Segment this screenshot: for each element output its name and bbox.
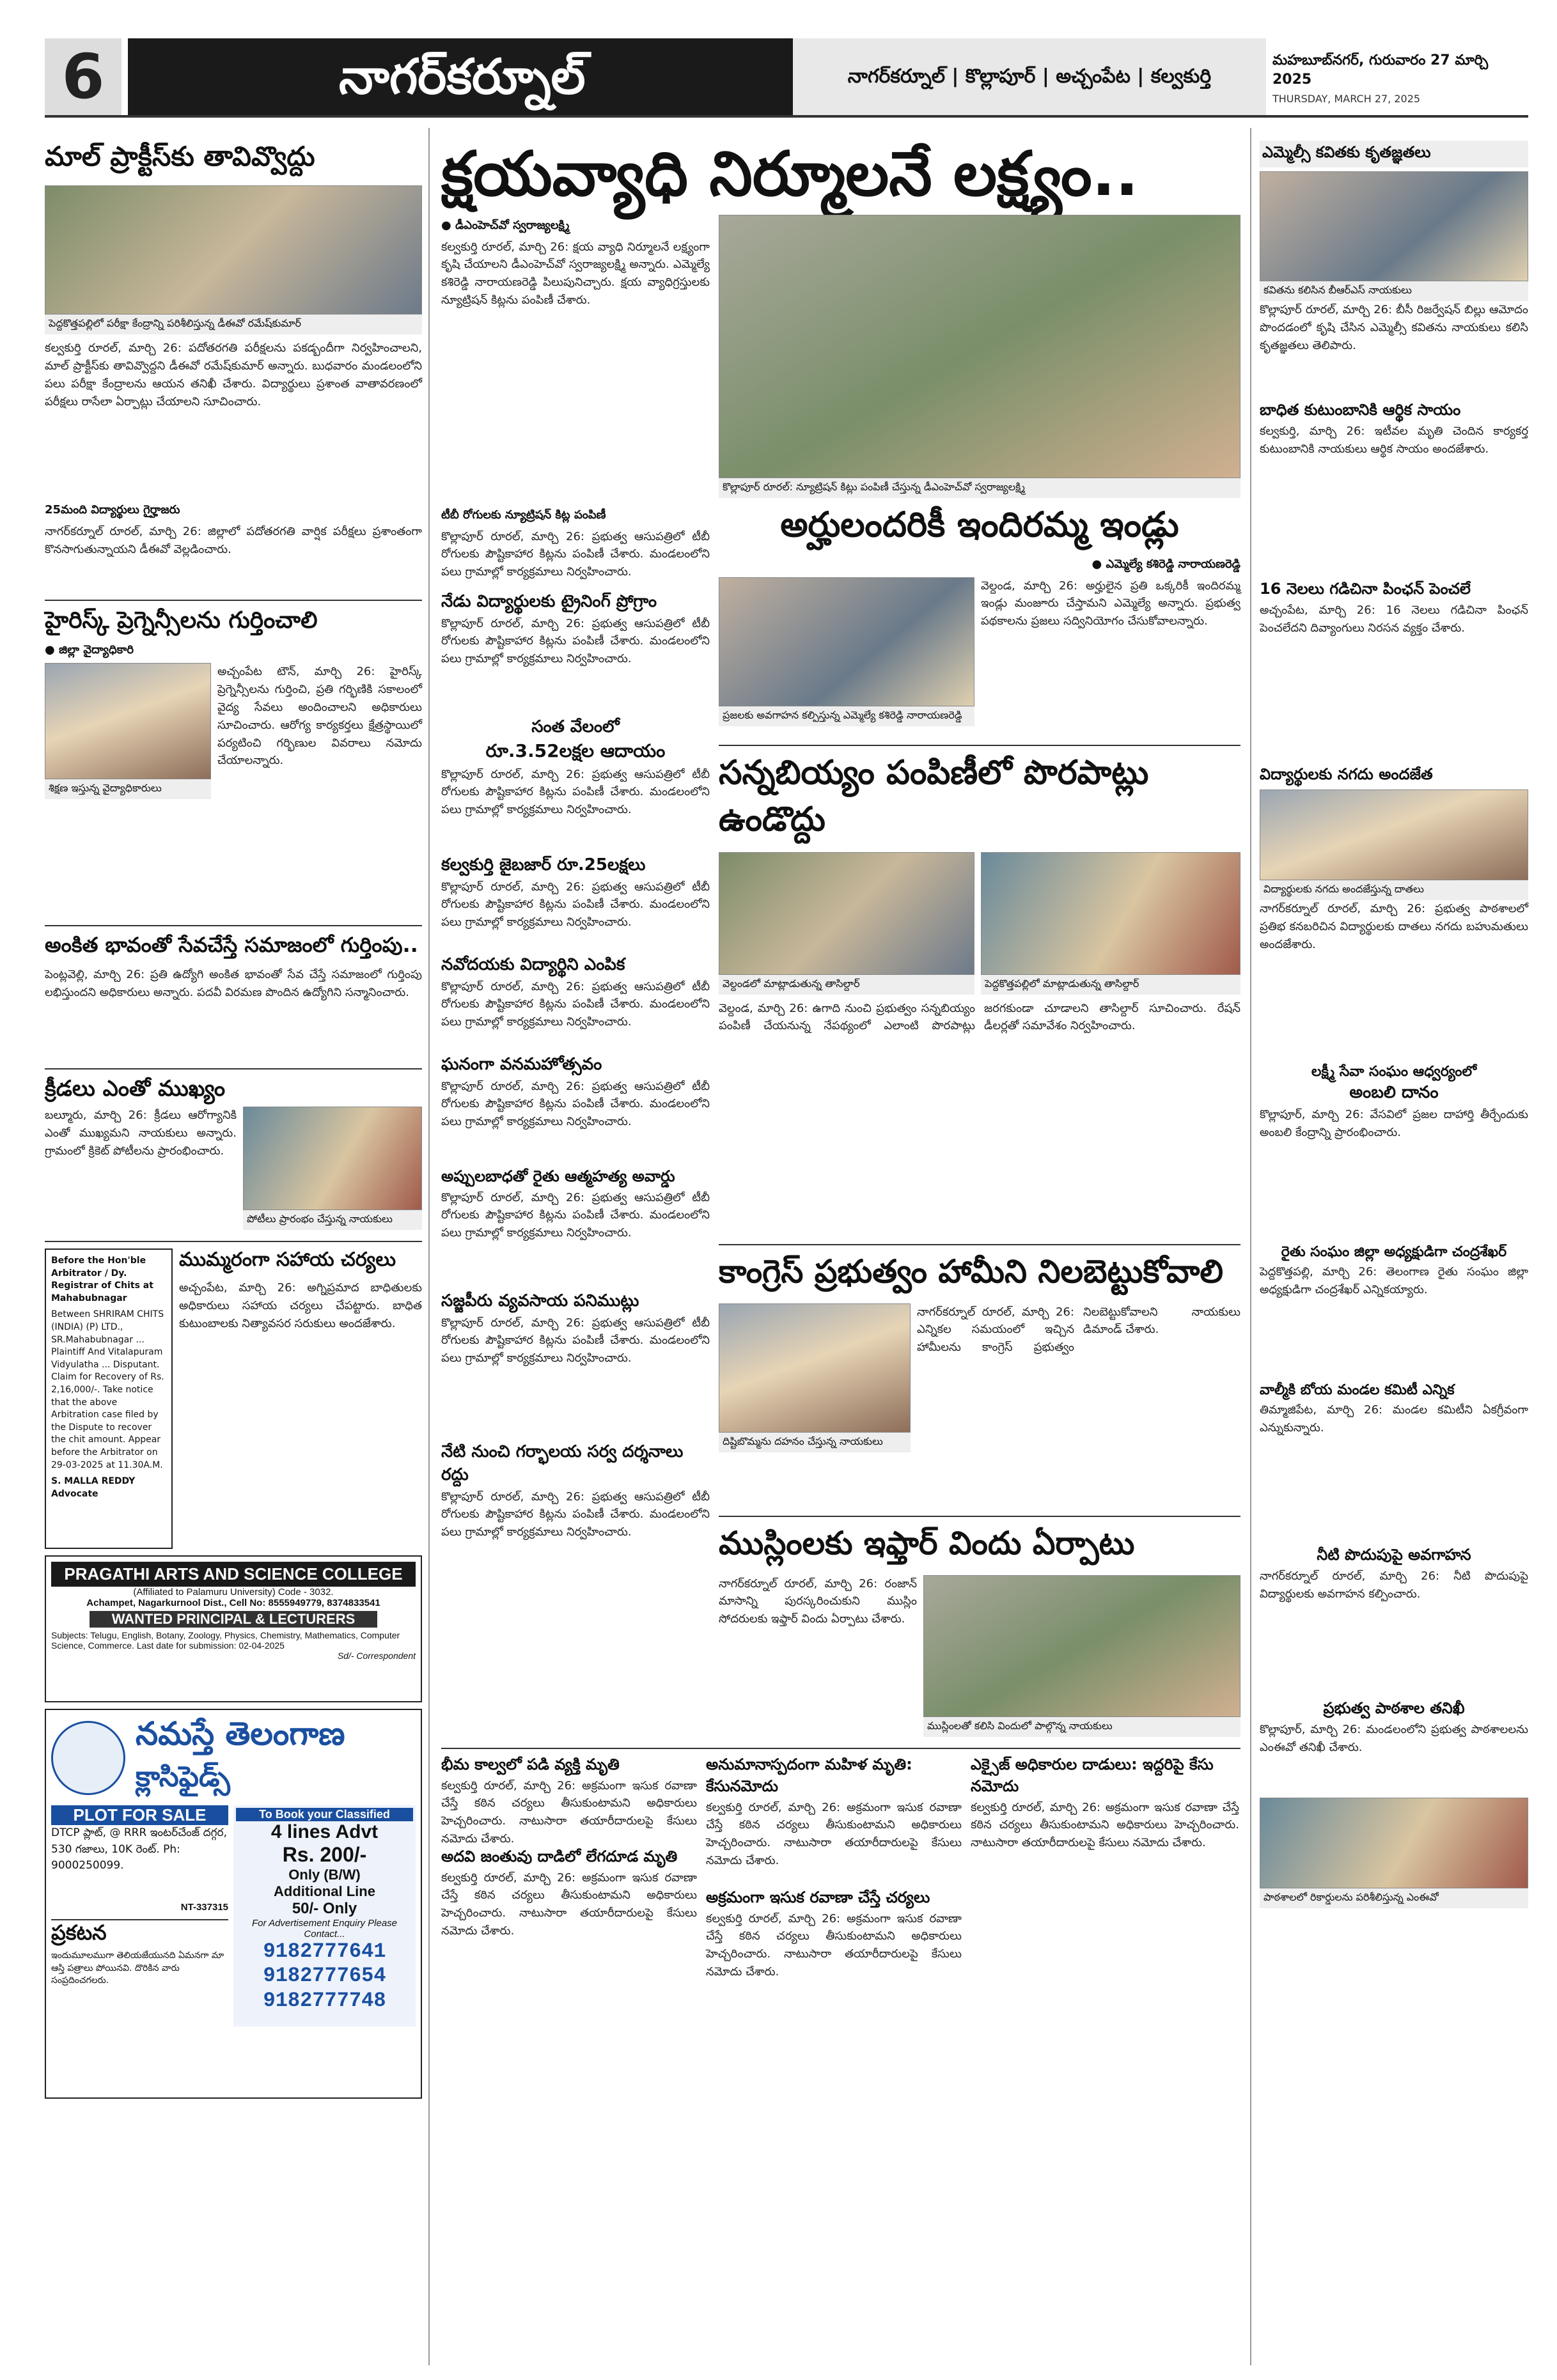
article-body: అచ్చంపేట, మార్చి 26: అగ్నిప్రమాద బాధితులకు అధికారులు సహాయ చర్యలు చేపట్టారు. బాధిత కుటుంబాలకు నిత్యావసర సరుకులు అందజేశారు. <box>179 1281 422 1330</box>
byline: ● ఎమ్మెల్యే కశిరెడ్డి నారాయణరెడ్డి <box>1091 557 1240 571</box>
college-name: PRAGATHI ARTS AND SCIENCE COLLEGE <box>51 1562 416 1587</box>
news-photo <box>1260 171 1528 281</box>
book-lines: 4 lines Advt <box>270 1821 379 1842</box>
subheadline: అంబలి దానం <box>1349 1083 1439 1102</box>
photo-caption: కొల్లాపూర్ రూరల్: న్యూట్రిషన్ కిట్లు పంపిణీ చేస్తున్న డీఎంహెచ్‌వో స్వరాజ్యలక్ష్మి <box>719 478 1240 498</box>
price-note: Only (B/W) <box>288 1867 361 1883</box>
classifieds-logo <box>51 1721 125 1795</box>
news-photo <box>719 1303 911 1433</box>
subheadline: ఘనంగా వనమహోత్సవం <box>441 1054 602 1074</box>
lead-photo <box>719 215 1240 478</box>
photo-caption: పోటీలు ప్రారంభం చేస్తున్న నాయకులు <box>243 1210 422 1230</box>
price: Rs. 200/- <box>282 1843 367 1866</box>
college-affiliation: (Affiliated to Palamuru University) Code - 3032. <box>133 1587 334 1598</box>
headline: లక్ష్మీ సేవా సంఘం ఆధ్వర్యంలో <box>1311 1064 1477 1080</box>
column-rule <box>428 128 430 2365</box>
photo-caption: ముస్లింలతో కలిసి విందులో పాల్గొన్న నాయకులు <box>923 1717 1240 1737</box>
ad-body: Subjects: Telugu, English, Botany, Zoology, Physics, Chemistry, Mathematics, Computer Science, Commerce. Last date for submission: 02-04-2025 <box>51 1630 400 1651</box>
news-photo <box>1260 789 1528 880</box>
column-rule <box>1250 128 1251 2365</box>
article-body: కొల్లాపూర్, మార్చి 26: వేసవిలో ప్రజల దాహార్తి తీర్చేందుకు అంబలి కేంద్రాన్ని ప్రారంభించారు. <box>1260 1108 1528 1139</box>
plot-code: NT-337315 <box>180 1902 228 1913</box>
lead-headline: క్షయవ్యాధి నిర్మూలనే లక్ష్యం.. <box>441 138 1139 210</box>
photo-caption: శిక్షణ ఇస్తున్న వైద్యాధికారులు <box>45 779 211 799</box>
headline: విద్యార్థులకు నగదు అందజేత <box>1260 765 1433 783</box>
subheadline: నేడు విద్యార్థులకు ట్రైనింగ్ ప్రోగ్రాం <box>441 591 657 611</box>
article-body: తిమ్మాజిపేట, మార్చి 26: మండల కమిటీని ఏకగ్రీవంగా ఎన్నుకున్నారు. <box>1260 1403 1528 1435</box>
section-title: నాగర్‌కర్నూల్ <box>128 38 793 115</box>
subheadline: కల్వకుర్తి జైబజార్ రూ.25లక్షలు <box>441 855 646 875</box>
plot-head: PLOT FOR SALE <box>51 1805 228 1825</box>
subheadline: రూ.3.52లక్షల ఆదాయం <box>485 740 666 761</box>
ad-signature: Sd/- Correspondent <box>337 1651 416 1661</box>
classifieds-ad <box>45 1709 422 2099</box>
legal-notice <box>45 1248 173 1549</box>
subheadline: టీబీ రోగులకు న్యూట్రిషన్ కిట్ల పంపిణీ <box>441 508 606 522</box>
subheadline: నేటి నుంచి గర్భాలయ సర్వ దర్శనాలు రద్దు <box>441 1442 684 1484</box>
article-body: కొల్లాపూర్ రూరల్, మార్చి 26: బీసీ రిజర్వేషన్ బిల్లు ఆమోదం పొందడంలో కృషి చేసిన ఎమ్మెల్సీ కవితను నాయకులు కలిసి కృతజ్ఞతలు తెలిపారు. <box>1260 303 1528 352</box>
headline: అంకిత భావంతో సేవచేస్తే సమాజంలో గుర్తింపు.. <box>45 933 418 957</box>
headline: ప్రభుత్వ పాఠశాల తనిఖీ <box>1323 1699 1465 1717</box>
plot-body: DTCP ప్లాట్, @ RRR ఇంటర్‌చేంజ్ దగ్గర, 530 గజాలు, 10K రెంట్. Ph: 9000250099. <box>51 1826 228 1872</box>
classifieds-title: క్లాసిఫైడ్స్ <box>136 1761 230 1793</box>
headline: 16 నెలలు గడిచినా పింఛన్ పెంచలే <box>1260 580 1471 598</box>
news-photo <box>719 577 974 706</box>
subheadline: సజ్జపీరు వ్యవసాయ పనిముట్లు <box>441 1291 639 1311</box>
article-body: కల్వకుర్తి, మార్చి 26: ఇటీవల మృతి చెందిన కార్యకర్త కుటుంబానికి నాయకులు ఆర్థిక సాయం అందజేశారు. <box>1260 424 1528 456</box>
subheadline: అదవి జంతువు దాడిలో లేగదూడ మృతి <box>441 1847 678 1865</box>
article-body: కొల్లాపూర్ రూరల్, మార్చి 26: ప్రభుత్వ ఆసుపత్రిలో టీబీ రోగులకు పౌష్టికాహార కిట్లను పంపిణీ చేశారు. మండలంలోని పలు గ్రామాల్లో కార్యక్రమాలు నిర్వహించారు. <box>441 1190 710 1240</box>
page-number: 6 <box>45 38 121 115</box>
news-photo <box>243 1107 422 1210</box>
dateline <box>1272 52 1528 105</box>
headline: కాంగ్రెస్ ప్రభుత్వం హామీని నిలబెట్టుకోవాలి <box>719 1252 1224 1290</box>
headline: ముమ్మరంగా సహాయ చర్యలు <box>179 1248 396 1271</box>
article-body: కొల్లాపూర్ రూరల్, మార్చి 26: ప్రభుత్వ ఆసుపత్రిలో టీబీ రోగులకు పౌష్టికాహార కిట్లను పంపిణీ చేశారు. మండలంలోని పలు గ్రామాల్లో కార్యక్రమాలు నిర్వహించారు. <box>441 880 710 929</box>
article-body: కల్వకుర్తి రూరల్, మార్చి 26: అక్రమంగా ఇసుక రవాణా చేస్తే కఠిన చర్యలు తీసుకుంటామని అధికారులు హెచ్చరించారు. నాటుసారా తయారీదారులపై కేసులు నమోదు చేశారు. <box>441 1871 697 1938</box>
headline: ఎమ్మెల్సీ కవితకు కృతజ్ఞతలు <box>1260 141 1528 167</box>
subheadline: నవోదయకు విద్యార్థిని ఎంపిక <box>441 954 625 974</box>
notice-body: ఇందుమూలముగా తెలియజేయునది ఏమనగా మా ఆస్తి పత్రాలు పోయినవి. దొరికిన వారు సంప్రదించగలరు. <box>51 1950 224 1986</box>
college-ad <box>45 1555 422 1702</box>
headline: నీటి పొదుపుపై అవగాహన <box>1317 1546 1471 1564</box>
subheadline: అనుమానాస్పదంగా మహిళ మృతి: కేసునమోదు <box>706 1755 912 1795</box>
article-body: కొల్లాపూర్ రూరల్, మార్చి 26: ప్రభుత్వ ఆసుపత్రిలో టీబీ రోగులకు పౌష్టికాహార కిట్లను పంపిణీ చేశారు. మండలంలోని పలు గ్రామాల్లో కార్యక్రమాలు నిర్వహించారు. <box>441 616 710 666</box>
notice-title: Before the Hon'ble Arbitrator / Dy. Registrar of Chits at Mahabubnagar <box>51 1256 153 1303</box>
article-body: కొల్లాపూర్ రూరల్, మార్చి 26: ప్రభుత్వ ఆసుపత్రిలో టీబీ రోగులకు పౌష్టికాహార కిట్లను పంపిణీ చేశారు. మండలంలోని పలు గ్రామాల్లో కార్యక్రమాలు నిర్వహించారు. <box>441 1079 710 1129</box>
article-body: కొల్లాపూర్ రూరల్, మార్చి 26: ప్రభుత్వ ఆసుపత్రిలో టీబీ రోగులకు పౌష్టికాహార కిట్లను పంపిణీ చేశారు. మండలంలోని పలు గ్రామాల్లో కార్యక్రమాలు నిర్వహించారు. <box>441 767 710 817</box>
subheadline: 25మంది విద్యార్థులు గైర్హాజరు <box>45 503 180 517</box>
news-photo <box>45 663 211 779</box>
news-photo <box>719 852 974 975</box>
headline: మాల్ ప్రాక్టీస్‌కు తావివ్వొద్దు <box>45 141 315 172</box>
article-body: కల్వకుర్తి రూరల్, మార్చి 26: అక్రమంగా ఇసుక రవాణా చేస్తే కఠిన చర్యలు తీసుకుంటామని అధికారులు హెచ్చరించారు. నాటుసారా తయారీదారులపై కేసులు నమోదు చేశారు. <box>706 1800 962 1868</box>
date-telugu: మహబూబ్‌నగర్, గురువారం 27 మార్చి 2025 <box>1272 52 1489 88</box>
headline: బాధిత కుటుంబానికి ఆర్థిక సాయం <box>1260 401 1461 419</box>
masthead <box>45 38 1528 118</box>
notice-signature: S. MALLA REDDY Advocate <box>51 1476 136 1499</box>
enquiry-text: For Advertisement Enquiry Please Contact... <box>251 1918 398 1940</box>
phone-number: 9182777748 <box>263 1988 386 2012</box>
article-body: పెంట్లవెల్లి, మార్చి 26: ప్రతి ఉద్యోగి అంకిత భావంతో సేవ చేస్తే సమాజంలో గుర్తింపు లభిస్తుందని అధికారులు అన్నారు. పదవీ విరమణ పొందిన ఉద్యోగిని సన్మానించారు. <box>45 968 422 999</box>
photo-caption: పెద్దకొత్తపల్లిలో పరీక్షా కేంద్రాన్ని పరిశీలిస్తున్న డీఈవో రమేష్‌కుమార్ <box>45 315 422 334</box>
article-body: పెద్దకొత్తపల్లి, మార్చి 26: తెలంగాణ రైతు సంఘం జిల్లా అధ్యక్షుడిగా చంద్రశేఖర్ ఎన్నికయ్యారు. <box>1260 1265 1528 1296</box>
subheadline: భీమ కాల్వలో పడి వ్యక్తి మృతి <box>441 1755 620 1773</box>
headline: క్రీడలు ఎంతో ముఖ్యం <box>45 1076 226 1101</box>
article-body: వెల్దండ, మార్చి 26: అర్హులైన ప్రతి ఒక్కరికీ ఇందిరమ్మ ఇండ్లు మంజూరు చేస్తామని ఎమ్మెల్యే అన్నారు. ప్రభుత్వ పథకాలను ప్రజలు సద్వినియోగం చేసుకోవాలన్నారు. <box>981 579 1240 628</box>
additional-price: 50/- Only <box>292 1900 357 1917</box>
article-body: అచ్చంపేట టౌన్, మార్చి 26: హైరిస్క్ ప్రెగ్నెన్సీలను గుర్తించి, ప్రతి గర్భిణికి సకాలంలో వైద్య సేవలు అందించాలని అధికారులు సూచించారు. ఆరోగ్య కార్యకర్తలు క్షేత్రస్థాయిలో పర్యటించి గర్భిణుల వివరాలు నమోదు చేయాలన్నారు. <box>217 665 422 768</box>
news-photo <box>45 185 422 315</box>
article-body: కొల్లాపూర్ రూరల్, మార్చి 26: ప్రభుత్వ ఆసుపత్రిలో టీబీ రోగులకు పౌష్టికాహార కిట్లను పంపిణీ చేశారు. మండలంలోని పలు గ్రామాల్లో కార్యక్రమాలు నిర్వహించారు. <box>441 979 710 1029</box>
news-photo <box>1260 1798 1528 1888</box>
center-column <box>441 138 1240 1979</box>
news-photo <box>923 1575 1240 1717</box>
article-body: కొల్లాపూర్ రూరల్, మార్చి 26: ప్రభుత్వ ఆసుపత్రిలో టీబీ రోగులకు పౌష్టికాహార కిట్లను పంపిణీ చేశారు. మండలంలోని పలు గ్రామాల్లో కార్యక్రమాలు నిర్వహించారు. <box>441 529 710 579</box>
photo-caption: వెల్దండలో మాట్లాడుతున్న తాసిల్దార్ <box>719 975 974 995</box>
classifieds-brand: నమస్తే తెలంగాణ <box>136 1715 345 1752</box>
headline: వాల్మీకి బోయ మండల కమిటీ ఎన్నిక <box>1260 1382 1455 1398</box>
subheadline: అక్రమంగా ఇసుక రవాణా చేస్తే చర్యలు <box>706 1888 930 1906</box>
article-body: కల్వకుర్తి రూరల్, మార్చి 26: అక్రమంగా ఇసుక రవాణా చేస్తే కఠిన చర్యలు తీసుకుంటామని అధికారులు హెచ్చరించారు. నాటుసారా తయారీదారులపై కేసులు నమోదు చేశారు. <box>441 1778 697 1846</box>
article-body: నాగర్‌కర్నూల్ రూరల్, మార్చి 26: జిల్లాలో పదోతరగతి వార్షిక పరీక్షలు ప్రశాంతంగా కొనసాగుతున్నాయని డీఈవో వెల్లడించారు. <box>45 525 422 556</box>
headline: హైరిస్క్ ప్రెగ్నెన్సీలను గుర్తించాలి <box>45 607 318 634</box>
byline: ● డీఎంహెచ్‌వో స్వరాజ్యలక్ష్మి <box>441 218 570 232</box>
phone-number: 9182777641 <box>263 1940 386 1963</box>
wanted-banner: WANTED PRINCIPAL & LECTURERS <box>90 1611 377 1628</box>
article-body: కల్వకుర్తి రూరల్, మార్చి 26: అక్రమంగా ఇసుక రవాణా చేస్తే కఠిన చర్యలు తీసుకుంటామని అధికారులు హెచ్చరించారు. నాటుసారా తయారీదారులపై కేసులు నమోదు చేశారు. <box>706 1911 962 1979</box>
right-column <box>1260 141 1528 1908</box>
article-body: నాగర్‌కర్నూల్ రూరల్, మార్చి 26: ప్రభుత్వ పాఠశాలలో ప్రతిభ కనబరిచిన విద్యార్థులకు దాతలు నగదు బహుమతులు అందజేశారు. <box>1260 902 1528 951</box>
article-body: కల్వకుర్తి రూరల్, మార్చి 26: అక్రమంగా ఇసుక రవాణా చేస్తే కఠిన చర్యలు తీసుకుంటామని అధికారులు హెచ్చరించారు. నాటుసారా తయారీదారులపై కేసులు నమోదు చేశారు. <box>971 1800 1239 1850</box>
photo-caption: పాఠశాలలో రికార్డులను పరిశీలిస్తున్న ఎంఈవో <box>1260 1888 1528 1908</box>
news-photo <box>981 852 1240 975</box>
article-body: నాగర్‌కర్నూల్ రూరల్, మార్చి 26: ఎన్నికల సమయంలో ఇచ్చిన హామీలను కాంగ్రెస్ ప్రభుత్వం నిలబెట్టుకోవాలని నాయకులు డిమాండ్ చేశారు. <box>917 1305 1240 1355</box>
article-body: నాగర్‌కర్నూల్ రూరల్, మార్చి 26: రంజాన్ మాసాన్ని పురస్కరించుకుని ముస్లిం సోదరులకు ఇఫ్తార్ విందు ఏర్పాటు చేశారు. <box>719 1576 917 1626</box>
subheadline: అప్పులబాధతో రైతు ఆత్మహత్య అవార్డు <box>441 1167 675 1185</box>
photo-caption: విద్యార్థులకు నగదు అందజేస్తున్న దాతలు <box>1260 880 1528 900</box>
article-body: కొల్లాపూర్ రూరల్, మార్చి 26: ప్రభుత్వ ఆసుపత్రిలో టీబీ రోగులకు పౌష్టికాహార కిట్లను పంపిణీ చేశారు. మండలంలోని పలు గ్రామాల్లో కార్యక్రమాలు నిర్వహించారు. <box>441 1489 710 1539</box>
book-head: To Book your Classified <box>236 1808 413 1821</box>
subsection-list: నాగర్‌కర్నూల్ | కొల్లాపూర్ | అచ్చంపేట | కల్వకుర్తి <box>793 38 1266 115</box>
headline: సన్నబియ్యం పంపిణీలో పొరపాట్లు ఉండొద్దు <box>719 753 1149 839</box>
article-body: అచ్చంపేట, మార్చి 26: 16 నెలలు గడిచినా పింఛన్ పెంచలేదని దివ్యాంగులు నిరసన వ్యక్తం చేశారు. <box>1260 603 1528 635</box>
headline: ముస్లింలకు ఇఫ్తార్ విందు ఏర్పాటు <box>719 1524 1135 1562</box>
college-address: Achampet, Nagarkurnool Dist., Cell No: 8555949779, 8374833541 <box>86 1598 380 1608</box>
subheadline: సంత వేలంలో <box>531 717 620 736</box>
left-column <box>45 141 422 2099</box>
additional-line: Additional Line <box>274 1883 375 1899</box>
photo-caption: దిష్టిబొమ్మను దహనం చేస్తున్న నాయకులు <box>719 1433 911 1452</box>
article-body: కొల్లాపూర్ రూరల్, మార్చి 26: ప్రభుత్వ ఆసుపత్రిలో టీబీ రోగులకు పౌష్టికాహార కిట్లను పంపిణీ చేశారు. మండలంలోని పలు గ్రామాల్లో కార్యక్రమాలు నిర్వహించారు. <box>441 1316 710 1365</box>
photo-caption: ప్రజలకు అవగాహన కల్పిస్తున్న ఎమ్మెల్యే కశిరెడ్డి నారాయణరెడ్డి <box>719 706 974 726</box>
subheadline: ఎక్సైజ్ అధికారుల దాడులు: ఇద్దరిపై కేసు నమోదు <box>971 1755 1214 1795</box>
headline: అర్హులందరికీ ఇందిరమ్మ ఇండ్లు <box>780 504 1179 545</box>
byline: ● జిల్లా వైద్యాధికారి <box>45 643 134 657</box>
phone-number: 9182777654 <box>263 1964 386 1988</box>
article-body: కొల్లాపూర్, మార్చి 26: మండలంలోని ప్రభుత్వ పాఠశాలలను ఎంఈవో తనిఖీ చేశారు. <box>1260 1723 1528 1754</box>
article-body: బల్మూరు, మార్చి 26: క్రీడలు ఆరోగ్యానికి ఎంతో ముఖ్యమని నాయకులు అన్నారు. గ్రామంలో క్రికెట్ పోటీలను ప్రారంభించారు. <box>45 1108 237 1158</box>
article-body: కల్వకుర్తి రూరల్, మార్చి 26: పదోతరగతి పరీక్షలను పకడ్బందీగా నిర్వహించాలని, మాల్ ప్రాక్టీస్‌కు తావివ్వొద్దని డీఈవో రమేష్‌కుమార్ అన్నారు. బుధవారం మండలంలోని పలు పరీక్షా కేంద్రాలను ఆయన తనిఖీ చేశారు. విద్యార్థులు ప్రశాంత వాతావరణంలో పరీక్షలు రాసేలా ఏర్పాట్లు చేయాలని సూచించారు. <box>45 341 422 408</box>
notice-head: ప్రకటన <box>51 1919 228 1950</box>
article-body: కల్వకుర్తి రూరల్, మార్చి 26: క్షయ వ్యాధి నిర్మూలనే లక్ష్యంగా కృషి చేయాలని డీఎంహెచ్‌వో స్వరాజ్యలక్ష్మి అన్నారు. ఎమ్మెల్యే కశిరెడ్డి నారాయణరెడ్డి పిలుపునిచ్చారు. క్షయ వ్యాధిగ్రస్తులకు న్యూట్రిషన్ కిట్లను పంపిణీ చేశారు. <box>441 240 710 307</box>
article-body: వెల్దండ, మార్చి 26: ఉగాది నుంచి ప్రభుత్వం సన్నబియ్యం పంపిణీ చేయనున్న నేపథ్యంలో ఎలాంటి పొరపాట్లు జరగకుండా చూడాలని తాసిల్దార్ సూచించారు. రేషన్ డీలర్లతో సమావేశం నిర్వహించారు. <box>719 1001 1240 1033</box>
article-body: నాగర్‌కర్నూల్ రూరల్, మార్చి 26: నీటి పొదుపుపై విద్యార్థులకు అవగాహన కల్పించారు. <box>1260 1569 1528 1601</box>
headline: రైతు సంఘం జిల్లా అధ్యక్షుడిగా చంద్రశేఖర్ <box>1281 1244 1507 1260</box>
notice-body: Between SHRIRAM CHITS (INDIA) (P) LTD., SR.Mahabubnagar ... Plaintiff And Vitalapuram Vidyulatha ... Disputant. Claim for Recovery of Rs. 2,16,000/-. Take notice that the above Arbitration case filed by the Dispute to recover the chit amount. Appear before the Arbitrator on 29-03-2025 at 11.30A.M. <box>51 1309 164 1470</box>
date-english: THURSDAY, MARCH 27, 2025 <box>1272 93 1421 105</box>
photo-caption: కవితను కలిసిన బీఆర్ఎస్ నాయకులు <box>1260 281 1528 301</box>
photo-caption: పెద్దకొత్తపల్లిలో మాట్లాడుతున్న తాసిల్దార్ <box>981 975 1240 995</box>
